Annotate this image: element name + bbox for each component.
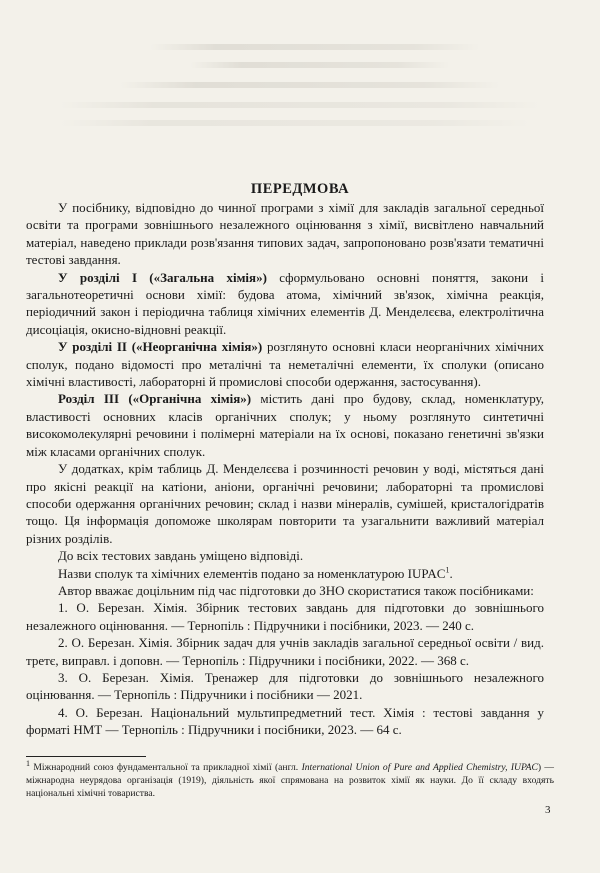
iupac-paragraph	[26, 565, 544, 582]
iupac-text: Назви сполук та хімічних елементів подано за номенклатурою IUPAC	[58, 565, 446, 581]
section3-label: Розділ III («Органічна хімія»)	[58, 391, 252, 407]
section2-label: У розділі II («Неорганічна хімія»)	[58, 339, 263, 355]
appendix-paragraph: У додатках, крім таблиць Д. Менделєєва і розчинності речовин у воді, містяться дані про якісні реакції на катіони, аніони, органічні речовини; лабораторні та промислові способи одержання органічних речовин; склад і назви мінералів, сумішей, кристалогідратів тощо. Ця інформація допоможе школярам повторити та узагальнити важливий матеріал різних розділів.	[26, 461, 544, 546]
section3-text: містить дані про будову, склад, номенклатуру, властивості основних класів органічних сполук; у ньому розглянуто синтетичні високомолекулярні речовини і полімерні матеріали на їх основі, показано генетичні зв'язки між класами органічних сполук.	[26, 391, 544, 459]
bleed-through-line	[190, 62, 450, 68]
footnote-italic: International Union of Pure and Applied Chemistry, IUPAC	[301, 762, 538, 773]
reference-item: 4. О. Березан. Національний мультипредметний тест. Хімія : тестові завдання у форматі НМТ — Тернопіль : Підручники і посібники, 2023. — 64 с.	[26, 704, 544, 738]
footnote	[26, 758, 554, 800]
page-title: ПЕРЕДМОВА	[250, 181, 350, 197]
bleed-through-line	[150, 44, 480, 50]
footnote-separator	[26, 756, 146, 757]
section3-paragraph	[26, 390, 544, 460]
bleed-through-line	[120, 82, 500, 88]
section2-paragraph	[26, 338, 544, 390]
footnote-text: Міжнародний союз фундаментальної та прикладної хімії (англ.	[30, 762, 302, 773]
bleed-through-line	[60, 102, 540, 108]
page-number: 3	[545, 804, 551, 816]
section1-paragraph	[26, 269, 544, 339]
footnote-text-end: ) — міжнародна неурядова організація (1919), діяльність якої спрямована на розвиток хімії як науки. До її складу входять національні хімічні товариства.	[26, 762, 554, 799]
footnote-ref: 1	[445, 565, 450, 575]
section2-text: розглянуто основні класи неорганічних хімічних сполук, подано відомості про металічні та неметалічні елементи, їх сполуки (описано хімічні властивості, лабораторні й промислові способи одержання, застосування).	[26, 339, 544, 390]
author-note-paragraph: Автор вважає доцільним під час підготовки до ЗНО скористатися також посібниками:	[58, 582, 534, 598]
iupac-end: .	[449, 565, 453, 581]
footnote-mark: 1	[26, 758, 30, 768]
answers-paragraph: До всіх тестових завдань уміщено відповіді.	[58, 548, 304, 564]
section1-label: У розділі I («Загальна хімія»)	[58, 269, 267, 285]
reference-item: 2. О. Березан. Хімія. Збірник задач для учнів закладів загальної середньої освіти / вид. третє, виправл. і доповн. — Тернопіль : Підручники і посібники, 2022. — 368 с.	[26, 635, 544, 668]
section1-text: сформульовано основні поняття, закони і загальнотеоретичні основи хімії: будова атома, хімічний зв'язок, хімічна реакція, періодичний закон і періодична таблиця хімічних елементів Д. Менделєєва, електролітична дисоціація, окисно-відновні реакції.	[26, 269, 544, 337]
bleed-through-line	[60, 120, 530, 126]
reference-item: 1. О. Березан. Хімія. Збірник тестових завдань для підготовки до зовнішнього незалежного оцінювання. — Тернопіль : Підручники і посібники, 2023. — 240 с.	[26, 600, 544, 633]
reference-item: 3. О. Березан. Хімія. Тренажер для підготовки до зовнішнього незалежного оцінювання. — Тернопіль : Підручники і посібники — 2021.	[26, 669, 544, 703]
preface-body	[26, 199, 544, 739]
intro-paragraph: У посібнику, відповідно до чинної програми з хімії для закладів загальної середньої освіти та програми зовнішнього незалежного оцінювання з хімії, висвітлено навчальний матеріал, наведено приклади розв'язання типових задач, запропоновано розв'язати тематичні тестові завдання.	[26, 200, 544, 268]
